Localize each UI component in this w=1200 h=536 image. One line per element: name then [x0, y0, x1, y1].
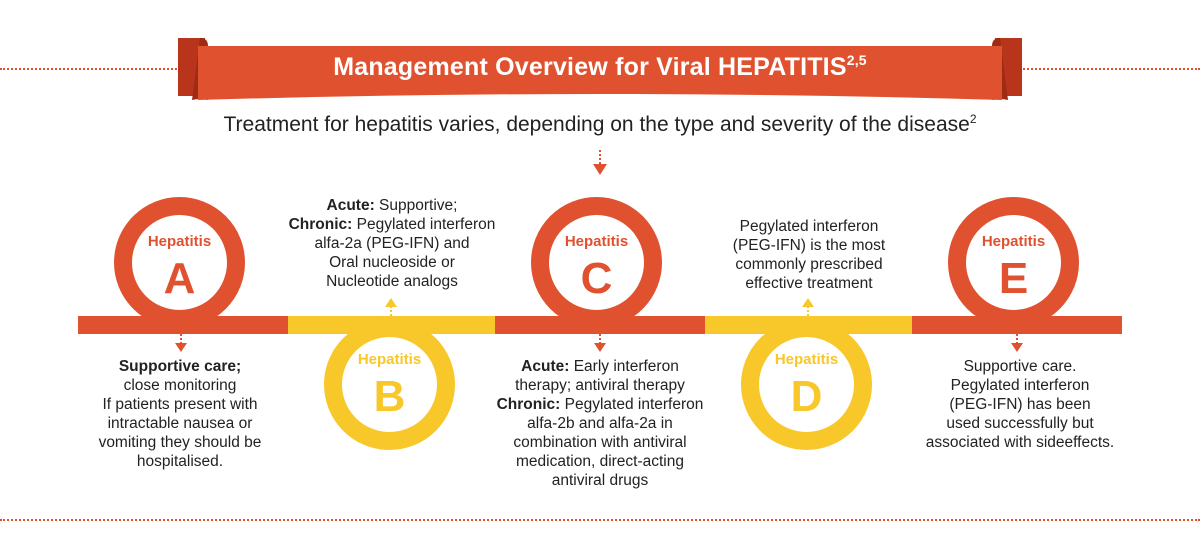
b-line-3: alfa-2a (PEG-IFN) and	[314, 235, 470, 252]
a-line-3: If patients present with	[102, 396, 258, 413]
hepatitis-b-up-arrow-icon	[381, 296, 401, 318]
a-care-heading: Supportive care;	[118, 358, 242, 375]
hepatitis-e-ring	[948, 197, 1079, 328]
d-line-1: Pegylated interferon	[739, 218, 879, 235]
bottom-dotted-rule	[0, 519, 1200, 521]
hepatitis-e-treatment	[915, 357, 1125, 452]
hepatitis-d-ring	[741, 319, 872, 450]
b-acute-label: Acute:	[326, 197, 375, 214]
e-line-5: associated with sideeffects.	[925, 434, 1115, 451]
c-line-2: therapy; antiviral therapy	[515, 377, 685, 394]
hepatitis-c-ring	[531, 197, 662, 328]
e-line-2: Pegylated interferon	[950, 377, 1090, 394]
c-line-5: combination with antiviral	[513, 434, 687, 451]
c-line-4: alfa-2b and alfa-2a in	[527, 415, 673, 432]
b-chronic-text: Pegylated interferon	[352, 216, 496, 233]
hepatitis-d-up-arrow-icon	[798, 296, 818, 318]
hepatitis-b-label: Hepatitis	[357, 351, 422, 368]
c-acute-label: Acute:	[521, 358, 570, 375]
hepatitis-b-letter: B	[373, 372, 406, 421]
hepatitis-b-ring	[324, 319, 455, 450]
title-citation: 2,5	[846, 52, 867, 68]
c-chronic-text: Pegylated interferon	[560, 396, 704, 413]
d-line-3: commonly prescribed	[735, 256, 883, 273]
hepatitis-c-down-arrow-icon	[590, 334, 610, 356]
e-line-3: (PEG-IFN) has been	[949, 396, 1091, 413]
c-line-6: medication, direct-acting	[516, 453, 684, 470]
hepatitis-d-treatment	[700, 217, 918, 293]
hepatitis-a-label: Hepatitis	[147, 233, 212, 250]
page-title	[200, 52, 1000, 82]
a-line-5: vomiting they should be	[98, 434, 262, 451]
hepatitis-d-label: Hepatitis	[774, 351, 839, 368]
hepatitis-a-ring	[114, 197, 245, 328]
subtitle-down-arrow-icon	[590, 148, 610, 178]
b-acute-text: Supportive;	[374, 197, 458, 214]
hepatitis-a-letter: A	[163, 254, 196, 303]
hepatitis-d-letter: D	[790, 372, 823, 421]
hepatitis-e-letter: E	[998, 254, 1029, 303]
hepatitis-a-down-arrow-icon	[171, 334, 191, 356]
c-line-7: antiviral drugs	[551, 472, 649, 489]
subtitle-text: Treatment for hepatitis varies, depending on the type and severity of the disease	[223, 113, 970, 136]
hepatitis-c-treatment	[480, 357, 720, 490]
b-line-4: Oral nucleoside or	[329, 254, 455, 271]
a-line-4: intractable nausea or	[107, 415, 253, 432]
subtitle-citation: 2	[969, 112, 977, 126]
e-line-1: Supportive care.	[963, 358, 1077, 375]
b-line-5: Nucleotide analogs	[326, 273, 458, 290]
hepatitis-c-letter: C	[580, 254, 613, 303]
c-chronic-label: Chronic:	[496, 396, 561, 413]
title-text: Management Overview for Viral HEPATITIS	[333, 53, 847, 81]
b-chronic-label: Chronic:	[288, 216, 353, 233]
hepatitis-a-treatment	[80, 357, 280, 471]
d-line-4: effective treatment	[745, 275, 873, 292]
a-line-6: hospitalised.	[136, 453, 224, 470]
a-line-2: close monitoring	[123, 377, 237, 394]
subtitle	[100, 112, 1100, 137]
hepatitis-c-label: Hepatitis	[564, 233, 629, 250]
c-acute-text: Early interferon	[569, 358, 679, 375]
hepatitis-e-down-arrow-icon	[1007, 334, 1027, 356]
hepatitis-b-treatment	[270, 196, 514, 291]
d-line-2: (PEG-IFN) is the most	[732, 237, 886, 254]
hepatitis-e-label: Hepatitis	[981, 233, 1046, 250]
e-line-4: used successfully but	[946, 415, 1094, 432]
